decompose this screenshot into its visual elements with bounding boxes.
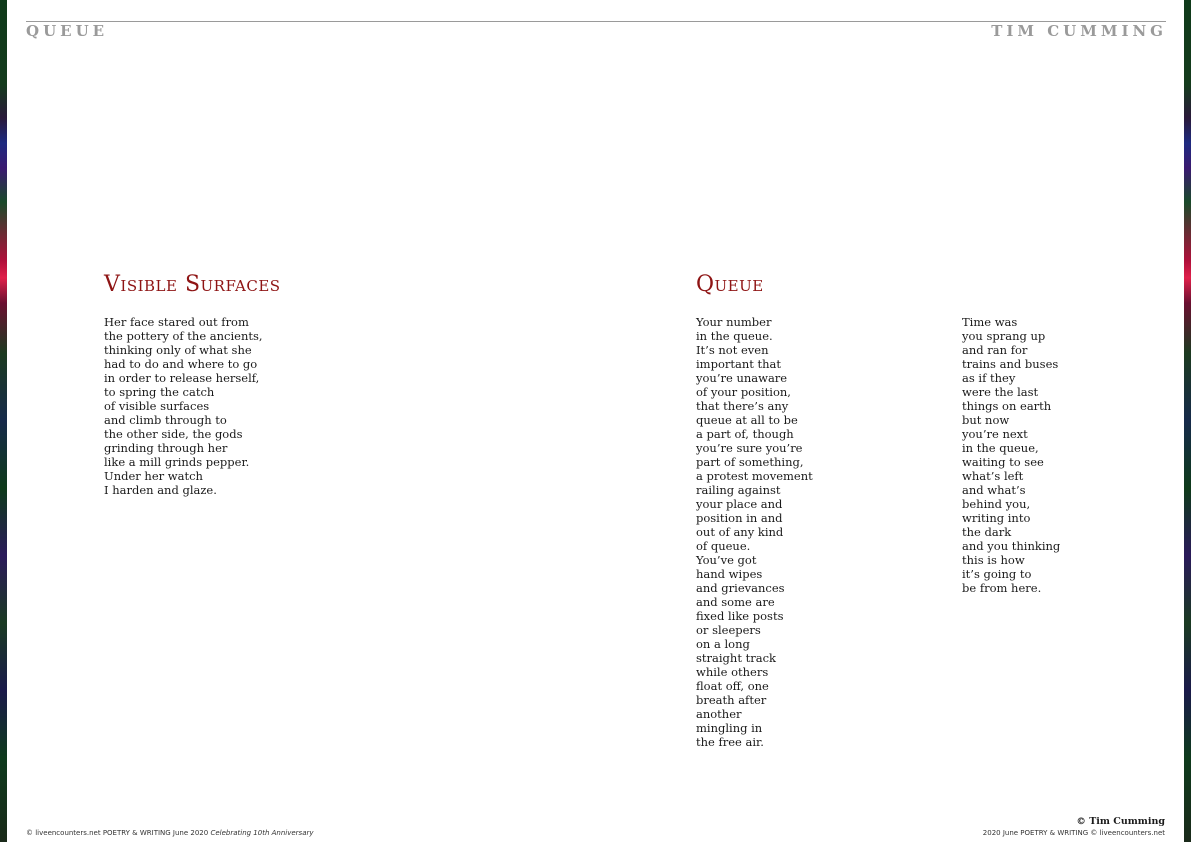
right-decorative-edge bbox=[1184, 0, 1191, 842]
poem-line: the dark bbox=[962, 525, 1012, 539]
poem-title-queue: Queue bbox=[696, 272, 764, 297]
poem-line: mingling in bbox=[696, 721, 763, 735]
poem-line: part of something, bbox=[696, 455, 804, 469]
poem-line: be from here. bbox=[962, 581, 1042, 595]
poem-line: but now bbox=[962, 413, 1010, 427]
poem-line: you sprang up bbox=[962, 329, 1046, 343]
poem-line: waiting to see bbox=[962, 455, 1044, 469]
footer-issue-info: 2020 June POETRY & WRITING © liveencounters.net bbox=[982, 829, 1165, 837]
poem-line: on a long bbox=[696, 637, 750, 651]
poem-line: in order to release herself, bbox=[104, 371, 260, 385]
poem-line: and ran for bbox=[962, 343, 1028, 357]
poem-line: queue at all to be bbox=[696, 413, 798, 427]
poem-line: another bbox=[696, 707, 742, 721]
poem-line: in the queue. bbox=[696, 329, 773, 343]
poem-line: fixed like posts bbox=[696, 609, 784, 623]
left-decorative-edge bbox=[0, 0, 7, 842]
poem-line: grinding through her bbox=[104, 441, 228, 455]
poem-line: and you thinking bbox=[962, 539, 1061, 553]
poem-line: float off, one bbox=[696, 679, 769, 693]
poem-line: position in and bbox=[696, 511, 783, 525]
poem-line: while others bbox=[696, 665, 769, 679]
poem-line: Her face stared out from bbox=[104, 315, 249, 329]
poem-title-visible-surfaces: Visible Surfaces bbox=[104, 272, 281, 297]
poem-line: You’ve got bbox=[696, 553, 757, 567]
poem-line: I harden and glaze. bbox=[104, 483, 217, 497]
poem-line: railing against bbox=[696, 483, 781, 497]
poem-line: you’re next bbox=[962, 427, 1028, 441]
poem-line: that there’s any bbox=[696, 399, 789, 413]
poem-body-queue-column-2 bbox=[962, 315, 1060, 595]
poem-line: hand wipes bbox=[696, 567, 763, 581]
poem-line: of queue. bbox=[696, 539, 751, 553]
footer-left-main: © liveencounters.net POETRY & WRITING June 2020 bbox=[26, 829, 211, 837]
poem-line: out of any kind bbox=[696, 525, 784, 539]
poem-line: as if they bbox=[962, 371, 1016, 385]
poem-line: it’s going to bbox=[962, 567, 1032, 581]
poem-line: the pottery of the ancients, bbox=[104, 329, 263, 343]
poem-line: trains and buses bbox=[962, 357, 1059, 371]
footer-left-anniversary: Celebrating 10th Anniversary bbox=[210, 829, 314, 837]
poem-line: breath after bbox=[696, 693, 767, 707]
poem-line: to spring the catch bbox=[104, 385, 215, 399]
poem-line: writing into bbox=[962, 511, 1031, 525]
poem-line: or sleepers bbox=[696, 623, 761, 637]
poem-line: Under her watch bbox=[104, 469, 203, 483]
poem-line: what’s left bbox=[962, 469, 1024, 483]
poem-line: thinking only of what she bbox=[104, 343, 252, 357]
poem-line: you’re unaware bbox=[696, 371, 788, 385]
poem-line: the other side, the gods bbox=[104, 427, 243, 441]
poem-body-visible-surfaces bbox=[104, 315, 263, 497]
poem-line: this is how bbox=[962, 553, 1025, 567]
poem-body-queue-column-1 bbox=[696, 315, 813, 749]
poem-line: and climb through to bbox=[104, 413, 227, 427]
poem-line: important that bbox=[696, 357, 782, 371]
poem-line: the free air. bbox=[696, 735, 764, 749]
poem-line: straight track bbox=[696, 651, 776, 665]
poem-line: of your position, bbox=[696, 385, 791, 399]
poem-line: were the last bbox=[962, 385, 1039, 399]
footer-left bbox=[26, 829, 314, 837]
running-header-left: QUEUE bbox=[26, 22, 109, 40]
poem-line: Time was bbox=[962, 315, 1018, 329]
poem-line: your place and bbox=[696, 497, 783, 511]
poem-line: in the queue, bbox=[962, 441, 1039, 455]
footer-copyright: © Tim Cumming bbox=[1076, 816, 1165, 827]
poem-line: like a mill grinds pepper. bbox=[104, 455, 250, 469]
poem-line: things on earth bbox=[962, 399, 1052, 413]
poem-line: you’re sure you’re bbox=[696, 441, 803, 455]
poem-line: of visible surfaces bbox=[104, 399, 210, 413]
poem-line: a protest movement bbox=[696, 469, 813, 483]
poem-line: and grievances bbox=[696, 581, 785, 595]
poem-line: Your number bbox=[696, 315, 772, 329]
poem-line: a part of, though bbox=[696, 427, 794, 441]
poem-line: had to do and where to go bbox=[104, 357, 258, 371]
poem-line: It’s not even bbox=[696, 343, 769, 357]
running-header-right: TIM CUMMING bbox=[991, 22, 1167, 40]
poem-line: behind you, bbox=[962, 497, 1031, 511]
poem-line: and what’s bbox=[962, 483, 1026, 497]
poem-line: and some are bbox=[696, 595, 775, 609]
